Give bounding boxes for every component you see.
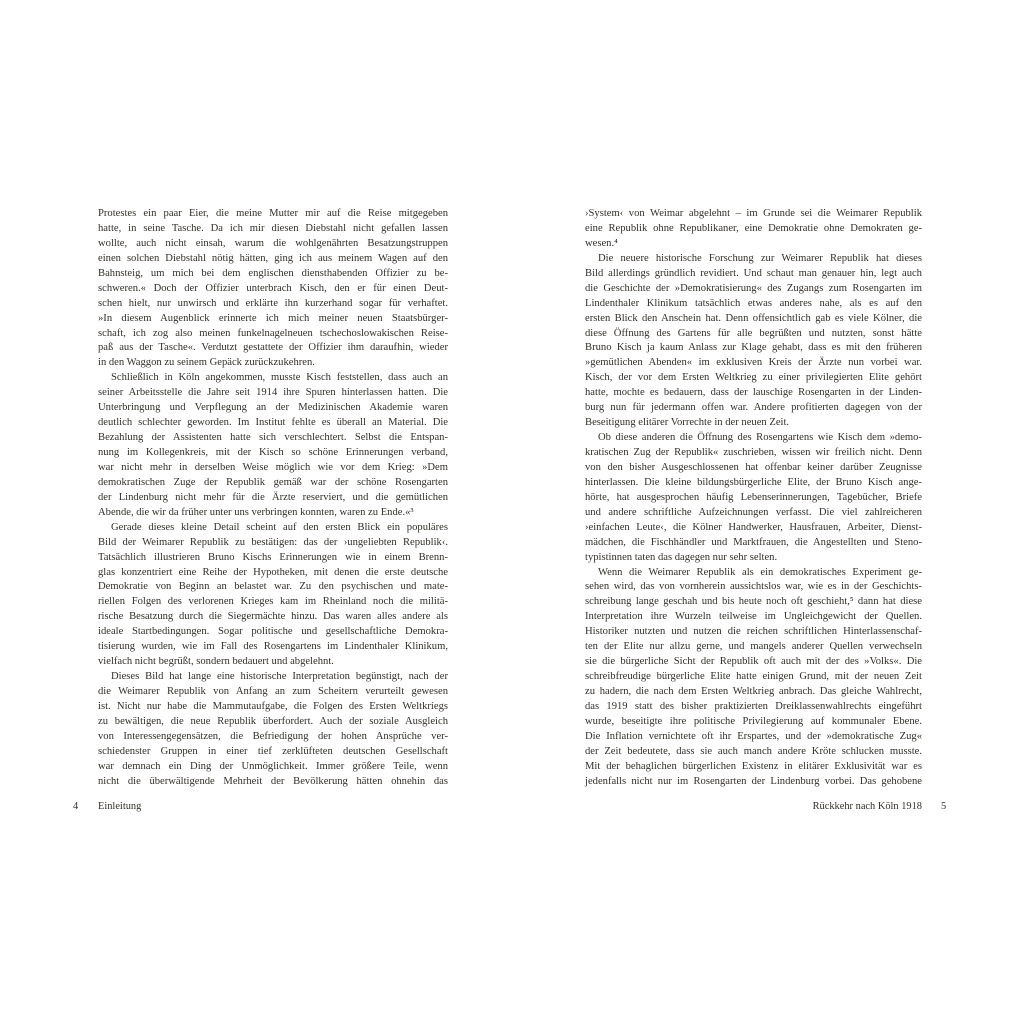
- text-line: riellen Folgen des verlorenen Krieges kam im Rheinland noch die militä-: [98, 596, 448, 608]
- text-line: Tatsächlich illustrieren Bruno Kischs Erinnerungen wie in einem Brenn-: [98, 551, 448, 563]
- text-line: paß aus der Tasche«. Verdutzt gestattete der Offizier ihm daraufhin, wieder: [98, 342, 448, 354]
- text-line: war demnach ein Ding der Unmöglichkeit. Immer größere Teile, wenn: [98, 760, 448, 772]
- text-line: »gemütlichen Abenden« im exklusiven Kreis der Ärzte nun vorbei war.: [585, 357, 922, 369]
- text-line: demokratischen Zuge der Republik gemäß war der schöne Rosengarten: [98, 476, 448, 488]
- text-line: Bahnsteig, um mich bei dem englischen diensthabenden Offizier zu be-: [98, 267, 448, 279]
- text-line: mädchen, die Fischhändler und Marktfrauen, die Angestellten und Steno-: [585, 536, 922, 548]
- text-line: Wenn die Weimarer Republik als ein demokratisches Experiment ge-: [598, 566, 922, 578]
- left-running-title: Einleitung: [98, 801, 142, 812]
- text-line: Beseitigung elitärer Vorrechte in der neuen Zeit.: [585, 417, 790, 429]
- text-line: typistinnen taten das dagegen nur sehr selten.: [585, 551, 778, 563]
- text-line: ten der Elite nur allzu gerne, und mangels anderer Quellen verwechseln: [585, 641, 922, 653]
- text-line: Lindenthaler Klinikum tatsächlich etwas anderes nahe, als es auf den: [585, 297, 922, 309]
- text-line: hatte, in seine Tasche. Da ich mir diesen Diebstahl nicht gefallen lassen: [98, 222, 448, 234]
- text-line: Bild der Weimarer Republik zu bestätigen: das der ›ungeliebten Republik‹.: [98, 536, 448, 548]
- text-line: die Weimarer Republik von Anfang an zum Scheitern verurteilt gewesen: [98, 686, 448, 697]
- text-line: vielfach nicht begrüßt, sondern bedauert und abgelehnt.: [98, 656, 334, 668]
- text-line: Schließlich in Köln angekommen, musste Kisch feststellen, dass auch an: [111, 372, 448, 384]
- text-line: Dieses Bild hat lange eine historische Interpretation begünstigt, nach der: [111, 671, 448, 683]
- right-page-text-column: [585, 207, 922, 790]
- text-line: schreibfreudige bürgerliche Elite hatte einigen Grund, mit der neuen Zeit: [585, 671, 922, 683]
- text-line: und andere schriftliche Aufzeichnungen verfasst. Die viel zahlreicheren: [585, 506, 922, 518]
- text-line: von Interessengegensätzen, die Befriedigung der hohen Ansprüche ver-: [98, 730, 448, 742]
- text-line: ersten Blick den Anschein hat. Denn offensichtlich gab es viele Kölner, die: [585, 312, 922, 324]
- text-line: zu bewältigen, die neue Republik überfordert. Auch der soziale Ausgleich: [98, 715, 448, 727]
- text-line: Bruno Kisch ja kaum Anlass zur Klage gehabt, dass es mit den früheren: [585, 342, 922, 354]
- text-line: hinterlassen. Die kleine bildungsbürgerliche Elite, der Bruno Kisch ange-: [585, 476, 922, 488]
- text-line: schweren.« Doch der Offizier unterbrach Kisch, den er für einen Deut-: [98, 282, 448, 294]
- text-line: sie die bürgerliche Sicht der Republik oft auch mit der des »Volks«. Die: [585, 656, 922, 668]
- text-line: Bild allerdings gründlich revidiert. Und schaut man genauer hin, legt auch: [585, 267, 922, 279]
- text-line: diese Öffnung des Gartens für alle begrüßten und nutzten, sonst hätte: [585, 327, 922, 339]
- text-line: glas konzentriert eine Reihe der Hypotheken, mit denen die erste deutsche: [98, 566, 448, 578]
- text-line: Kisch, der vor dem Ersten Weltkrieg zu einer privilegierten Elite gehört: [585, 372, 922, 384]
- text-line: in den Waggon zu seinem Gepäck zurückzukehren.: [98, 357, 315, 369]
- text-line: hörte, hat ausgesprochen häufig Lebenserinnerungen, Tagebücher, Briefe: [585, 491, 922, 503]
- text-line: schiedenster Gruppen in einer tief zerklüfteten deutschen Gesellschaft: [98, 745, 448, 757]
- text-line: Demokratie von Beginn an belastet war. Zu den psychischen und mate-: [98, 581, 448, 593]
- text-line: Abende, die wir da früher unter uns verbringen konnten, waren zu Ende.«³: [98, 506, 414, 518]
- left-page-text-column: [98, 207, 448, 790]
- text-line: das 1919 statt des bisher praktizierten Dreiklassenwahlrechts eingeführt: [585, 700, 922, 712]
- text-line: Unterbringung und Verpflegung an der Medizinischen Akademie waren: [98, 402, 448, 414]
- text-line: Protestes ein paar Eier, die meine Mutter mir auf die Reise mitgegeben: [98, 208, 448, 219]
- text-line: Bezahlung der Assistenten hatte sich verschlechtert. Selbst die Entspan-: [98, 432, 448, 444]
- text-line: ist. Nicht nur habe die Mammutaufgabe, die Folgen des Ersten Weltkriegs: [98, 700, 448, 712]
- text-line: Die neuere historische Forschung zur Weimarer Republik hat dieses: [598, 252, 922, 264]
- text-line: einen solchen Diebstahl nötig hätten, ging ich aus meinem Wagen auf den: [98, 252, 448, 264]
- text-line: schen hielt, nur unwirsch und erklärte ihn kurzerhand sogar für verhaftet.: [98, 297, 448, 309]
- text-line: jedenfalls nicht nur im Rosengarten der Lindenburg vorbei. Das gehobene: [585, 775, 922, 787]
- text-line: wesen.⁴: [585, 237, 618, 249]
- text-line: Mit der behaglichen bürgerlichen Existenz in elitärer Exklusivität war es: [585, 760, 922, 772]
- text-line: zu hadern, die nach dem Ersten Weltkrieg anbrach. Das gleiche Wahlrecht,: [585, 686, 922, 697]
- text-line: sehen wird, das von vornherein aussichtslos war, wie es in der Geschichts-: [585, 581, 922, 593]
- text-line: war nicht mehr in derselben Weise möglich wie vor dem Krieg: »Dem: [98, 461, 448, 473]
- text-line: ideale Startbedingungen. Sogar politische und gesellschaftliche Demokra-: [98, 626, 448, 638]
- text-line: die Geschichte der »Demokratisierung« des Zugangs zum Rosengarten im: [585, 282, 922, 294]
- left-page-number: 4: [73, 801, 79, 812]
- text-line: schaft, ich zog also meinen funkelnagelneuen tschechoslowakischen Reise-: [98, 327, 448, 339]
- text-line: wurde, beseitigte ihre politische Privilegierung auf kommunaler Ebene.: [585, 715, 922, 727]
- text-line: Ob diese anderen die Öffnung des Rosengartens wie Kisch dem »demo-: [598, 432, 922, 444]
- text-line: hatte, mochte es bedauern, dass der lauschige Rosengarten in der Linden-: [585, 387, 922, 399]
- text-line: Gerade dieses kleine Detail scheint auf den ersten Blick ein populäres: [111, 521, 448, 533]
- text-line: Interpretation ihre Wurzeln teilweise im Ungleichgewicht der Quellen.: [585, 611, 922, 623]
- text-line: schreibung lange geschah und bis heute noch oft geschieht,⁵ dann hat diese: [585, 596, 922, 608]
- text-line: burg nun für jedermann offen war. Andere profitierten dagegen von der: [585, 402, 922, 414]
- text-line: kratischen Zug der Republik« zuschrieben, wissen wir freilich nicht. Denn: [585, 447, 922, 458]
- text-line: nung im Kollegenkreis, mit der Kisch so schöne Erinnerungen verband,: [98, 447, 448, 458]
- text-line: ›System‹ von Weimar abgelehnt – im Grunde sei die Weimarer Republik: [585, 208, 922, 219]
- text-line: Die Inflation vernichtete oft ihr Erspartes, und der »demokratische Zug«: [585, 730, 922, 742]
- text-line: deutlich schlechter geworden. Im Institut fehlte es überall an Material. Die: [98, 417, 448, 429]
- text-line: eine Republik ohne Republikaner, eine Demokratie ohne Demokraten ge-: [585, 222, 922, 234]
- text-line: der Lindenburg nicht mehr für die Ärzte reserviert, und die gemütlichen: [98, 491, 448, 503]
- text-line: tisierung wurden, wie im Fall des Rosengartens im Lindenthaler Klinikum,: [98, 641, 448, 653]
- text-line: Historiker nutzten und nutzen die reichen schriftlichen Hinterlassenschaf-: [585, 626, 922, 638]
- text-line: nicht die überwältigende Mehrheit der Bevölkerung hätten ohnehin das: [98, 775, 448, 787]
- text-line: rische Besatzung durch die Siegermächte hinzu. Das waren alles andere als: [98, 611, 448, 623]
- text-line: wollte, auch nicht einsah, warum die wohlgenährten Besatzungstruppen: [98, 237, 448, 249]
- text-line: seiner Arbeitsstelle die Jahre seit 1914 ihre Spuren hinterlassen hatten. Die: [98, 387, 448, 399]
- text-line: ›einfachen Leute‹, die Kölner Handwerker, Hausfrauen, Arbeiter, Dienst-: [585, 521, 922, 533]
- text-line: »In diesem Augenblick erinnerte ich mich meiner neuen Staatsbürger-: [98, 312, 448, 324]
- right-running-title: Rückkehr nach Köln 1918: [812, 801, 922, 812]
- right-page-number: 5: [941, 801, 947, 812]
- text-line: von den bisher Ausgeschlossenen hat offenbar keiner darüber Zeugnisse: [585, 461, 922, 473]
- text-line: der Zeit bedeutete, dass sie auch manch andere Kröte schlucken musste.: [585, 745, 922, 757]
